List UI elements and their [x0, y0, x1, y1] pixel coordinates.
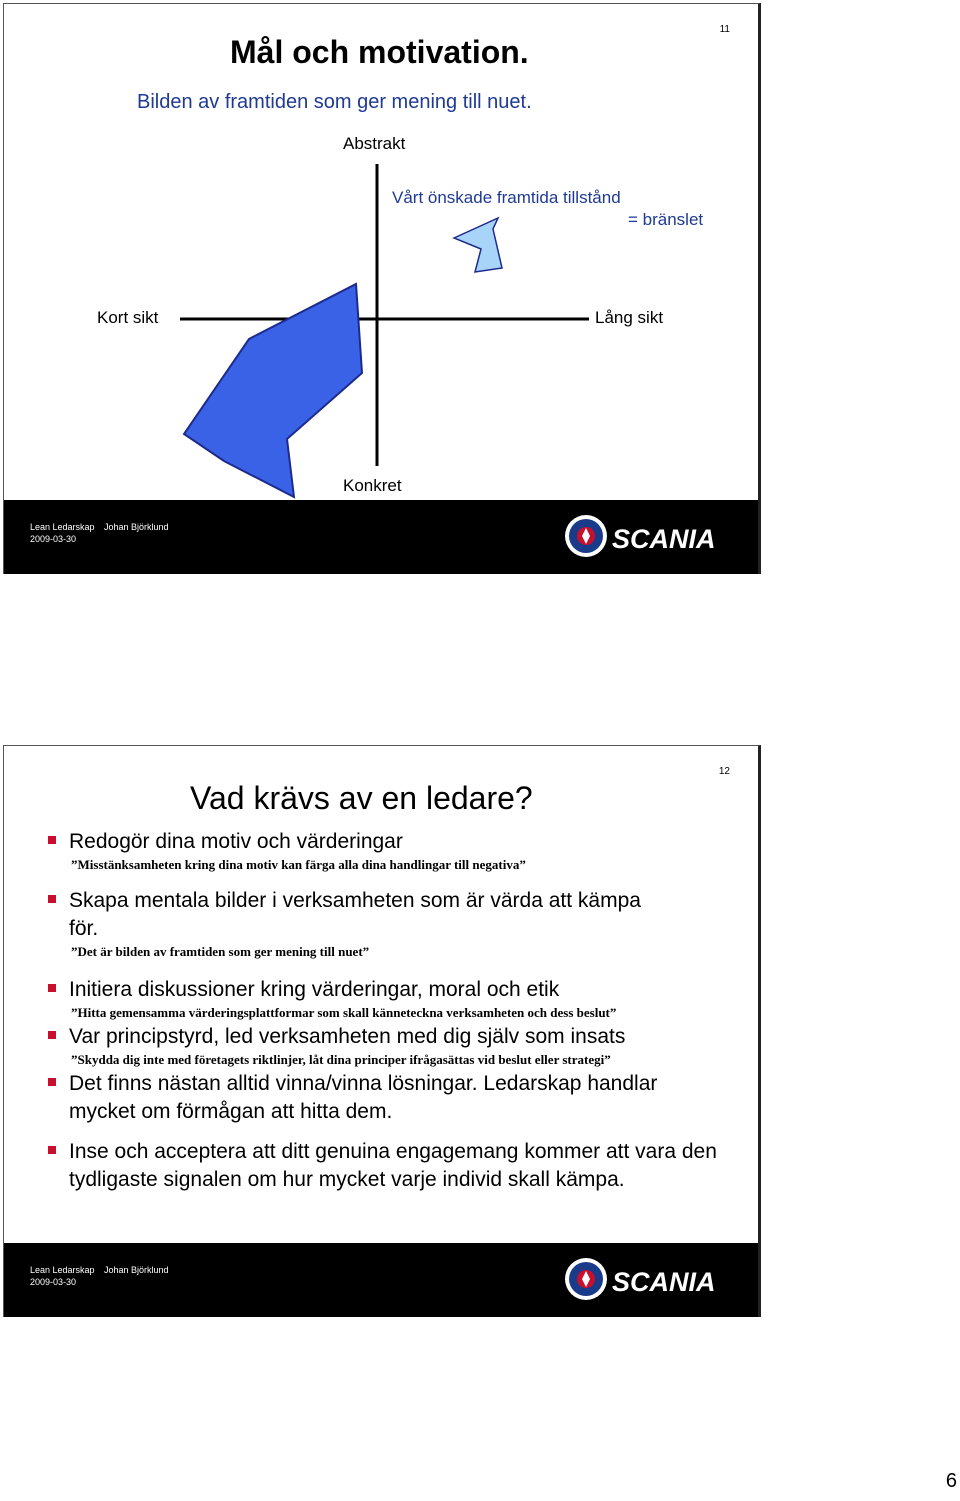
- axis-label-top: Abstrakt: [343, 134, 406, 153]
- footer-date: 2009-03-30: [30, 1277, 77, 1287]
- bullet-item: [48, 1138, 748, 1194]
- bullet-marker-icon: [48, 836, 56, 844]
- footer-course: Lean Ledarskap: [30, 1265, 95, 1275]
- goal-label-line1: Vårt önskade framtida tillstånd: [392, 188, 621, 207]
- bullet-text: Var principstyrd, led verksamheten med dig själv som insats: [69, 1025, 626, 1048]
- footer-author: Johan Björklund: [104, 1265, 169, 1275]
- slide-footer: [4, 1243, 758, 1317]
- slide-footer: [4, 500, 758, 574]
- slide-title: Mål och motivation.: [230, 34, 529, 70]
- goal-label-line2: = bränslet: [628, 210, 704, 229]
- axis-diagram: [4, 4, 762, 504]
- scania-logo-icon: [564, 508, 734, 564]
- slide-subtitle: Bilden av framtiden som ger mening till nuet.: [137, 91, 532, 113]
- bullet-item: [48, 1070, 748, 1126]
- page-number: 6: [945, 1470, 957, 1492]
- small-arrow-shape: [454, 218, 502, 272]
- slide-11: [3, 3, 761, 574]
- bullet-item: [48, 828, 748, 873]
- large-arrow-shape: [184, 284, 362, 497]
- slide-title: Vad krävs av en ledare?: [190, 780, 533, 816]
- svg-text:SCANIA: SCANIA: [612, 524, 716, 554]
- axis-label-right: Lång sikt: [595, 308, 664, 327]
- bullet-marker-icon: [48, 895, 56, 903]
- slide-12: [3, 745, 761, 1317]
- bullet-text: Inse och acceptera att ditt genuina engagemang kommer att vara den tydligaste signalen om hur mycket varje individ skall kämpa.: [69, 1140, 717, 1191]
- bullet-text: Skapa mentala bilder i verksamheten som är värda att kämpa för.: [69, 889, 641, 940]
- slide-number: 11: [719, 24, 730, 35]
- scania-logo-icon: [564, 1251, 734, 1307]
- bullet-marker-icon: [48, 1078, 56, 1086]
- bullet-marker-icon: [48, 1031, 56, 1039]
- bullet-marker-icon: [48, 1146, 56, 1154]
- bullet-item: [48, 887, 748, 960]
- footer-author: Johan Björklund: [104, 522, 169, 532]
- axis-label-bottom: Konkret: [343, 476, 402, 495]
- footer-course: Lean Ledarskap: [30, 522, 95, 532]
- bullet-text: Initiera diskussioner kring värderingar, moral och etik: [69, 978, 560, 1001]
- bullet-text: Det finns nästan alltid vinna/vinna lösningar. Ledarskap handlar mycket om förmågan att hitta dem.: [69, 1072, 658, 1123]
- slide-number: 12: [718, 766, 730, 777]
- bullet-item: [48, 1023, 748, 1068]
- bullet-item: [48, 976, 748, 1021]
- axis-label-left: Kort sikt: [97, 308, 159, 327]
- bullet-quote: ”Det är bilden av framtiden som ger mening till nuet”: [71, 944, 370, 959]
- bullet-quote: ”Skydda dig inte med företagets riktlinjer, låt dina principer ifrågasättas vid beslut eller strategi”: [71, 1052, 611, 1067]
- bullet-text: Redogör dina motiv och värderingar: [69, 830, 403, 853]
- bullet-marker-icon: [48, 984, 56, 992]
- footer-date: 2009-03-30: [30, 534, 77, 544]
- bullet-list: [48, 828, 748, 1194]
- bullet-quote: ”Misstänksamheten kring dina motiv kan färga alla dina handlingar till negativa”: [71, 857, 526, 872]
- svg-text:SCANIA: SCANIA: [612, 1267, 716, 1297]
- bullet-quote: ”Hitta gemensamma värderingsplattformar som skall känneteckna verksamheten och dess beslut”: [71, 1005, 617, 1020]
